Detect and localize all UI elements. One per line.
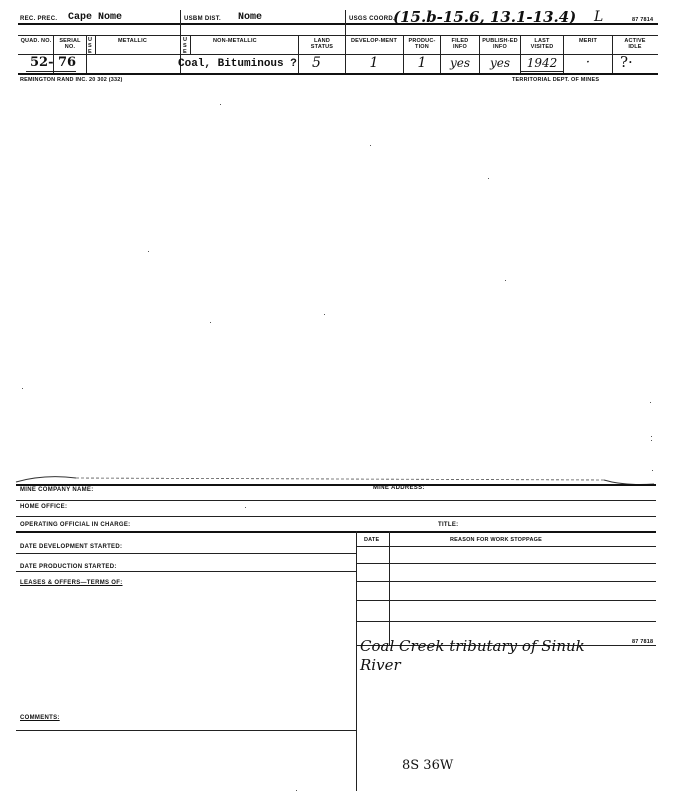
form-number-bottom: 87 7818	[632, 639, 654, 645]
land-status-value: 5	[312, 55, 321, 71]
handwritten-code: 8S 36W	[402, 758, 454, 773]
col-quad-no: QUAD. NO.	[20, 38, 52, 44]
col-land-status: LAND STATUS	[310, 38, 334, 50]
production-value: 1	[417, 55, 427, 71]
col-merit: MERIT	[578, 38, 598, 44]
date-col-header: DATE	[364, 537, 380, 543]
handwritten-note-line1: Coal Creek tributary of Sinuk	[360, 637, 585, 655]
col-metallic: METALLIC	[118, 38, 147, 44]
development-value: 1	[369, 55, 379, 71]
published-info-value: yes	[489, 56, 511, 70]
col-last-visited: LAST VISITED	[530, 38, 554, 50]
operating-official-label: OPERATING OFFICIAL IN CHARGE:	[20, 522, 131, 528]
active-idle-value: ?·	[620, 53, 633, 71]
dept-note: TERRITORIAL DEPT. OF MINES	[512, 77, 600, 83]
col-published-info: PUBLISH-ED INFO	[482, 38, 518, 50]
mine-address-label: MINE ADDRESS:	[373, 485, 425, 491]
corner-mark: L	[594, 9, 604, 25]
col-nonmetallic: NON-METALLIC	[213, 38, 257, 44]
leases-offers-label: LEASES & OFFERS—TERMS OF:	[20, 580, 123, 586]
col-active-idle: ACTIVE IDLE	[624, 38, 646, 50]
printer-note: REMINGTON RAND INC. 20 302 (332)	[20, 77, 123, 83]
home-office-label: HOME OFFICE:	[20, 504, 68, 510]
usbm-dist-label: USBM DIST.	[184, 16, 222, 22]
rec-prec-value: Cape Nome	[68, 12, 123, 23]
commodity-value: Coal, Bituminous ?	[178, 58, 297, 70]
card-edge-curve	[14, 470, 664, 492]
mine-company-name-label: MINE COMPANY NAME:	[20, 487, 94, 493]
col-filed-info: FILED INFO	[451, 38, 469, 50]
handwritten-note-line2: River	[360, 656, 401, 674]
title-label: TITLE:	[438, 522, 459, 528]
usgs-coord-value: (15.b-15.6, 13.1-13.4)	[393, 8, 577, 26]
date-development-started-label: DATE DEVELOPMENT STARTED:	[20, 544, 123, 550]
comments-label: COMMENTS:	[20, 715, 60, 721]
date-production-started-label: DATE PRODUCTION STARTED:	[20, 564, 117, 570]
col-use-nonmetallic: U S E	[183, 37, 188, 55]
quad-serial-value: 52- 76	[30, 55, 77, 70]
merit-value: ·	[585, 55, 591, 70]
reason-col-header: REASON FOR WORK STOPPAGE	[450, 537, 542, 543]
last-visited-value: 1942	[526, 56, 558, 70]
col-use-metallic: U S E	[88, 37, 93, 55]
col-serial-no: SERIAL NO.	[59, 38, 81, 50]
form-number-top: 87 7814	[632, 17, 654, 23]
col-development: DEVELOP-MENT	[350, 38, 398, 44]
usbm-dist-value: Nome	[238, 12, 263, 23]
col-production: PRODUC-TION	[408, 38, 436, 50]
filed-info-value: yes	[449, 56, 471, 70]
usgs-coord-label: USGS COORD.	[349, 16, 395, 22]
rec-prec-label: REC. PREC.	[20, 16, 58, 22]
